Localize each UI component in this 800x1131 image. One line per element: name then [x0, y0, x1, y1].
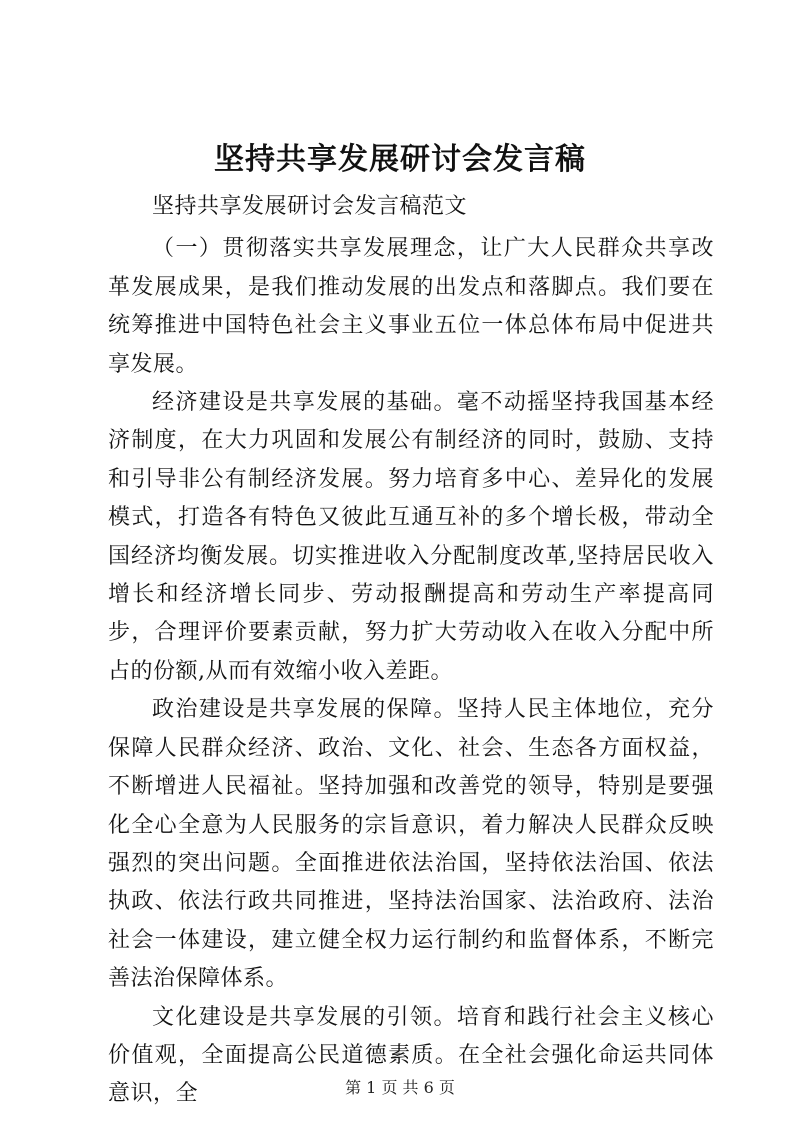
paragraph-culture: 文化建设是共享发展的引领。培育和践行社会主义核心价值观，全面提高公民道德素质。在全社会强化命运共同体意识，全 [108, 1004, 714, 1107]
document-body [108, 188, 714, 1114]
paragraph-intro: （一）贯彻落实共享发展理念，让广大人民群众共享改革发展成果，是我们推动发展的出发点和落脚点。我们要在统筹推进中国特色社会主义事业五位一体总体布局中促进共享发展。 [108, 236, 714, 377]
document-title: 坚持共享发展研讨会发言稿 [214, 142, 586, 177]
document-subtitle: 坚持共享发展研讨会发言稿范文 [152, 194, 468, 219]
page-number-footer: 第 1 页 共 6 页 [345, 1078, 455, 1097]
paragraph-economy: 经济建设是共享发展的基础。毫不动摇坚持我国基本经济制度，在大力巩固和发展公有制经济的同时，鼓励、支持和引导非公有制经济发展。努力培育多中心、差异化的发展模式，打造各有特色又彼此互通互补的多个增长极，带动全国经济均衡发展。切实推进收入分配制度改革,坚持居民收入增长和经济增长同步、劳动报酬提高和劳动生产率提高同步，合理评价要素贡献，努力扩大劳动收入在收入分配中所占的份额,从而有效缩小收入差距。 [108, 390, 714, 684]
paragraph-politics: 政治建设是共享发展的保障。坚持人民主体地位，充分保障人民群众经济、政治、文化、社会、生态各方面权益，不断增进人民福祉。坚持加强和改善党的领导，特别是要强化全心全意为人民服务的宗旨意识，着力解决人民群众反映强烈的突出问题。全面推进依法治国，坚持依法治国、依法执政、依法行政共同推进，坚持法治国家、法治政府、法治社会一体建设，建立健全权力运行制约和监督体系，不断完善法治保障体系。 [108, 697, 714, 992]
